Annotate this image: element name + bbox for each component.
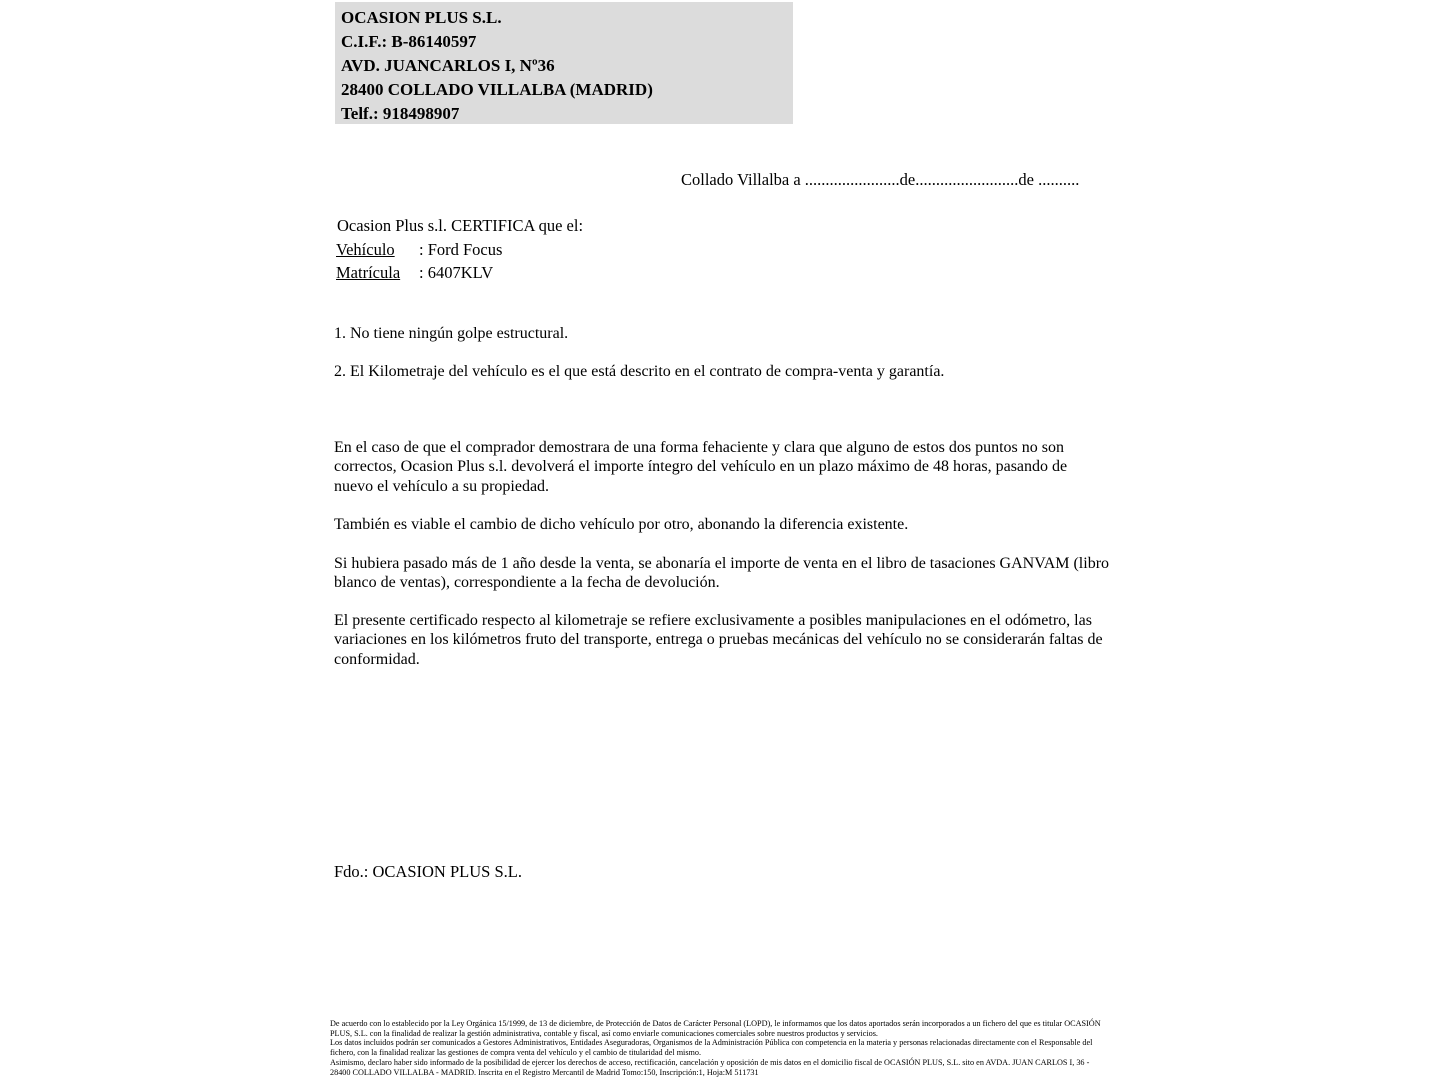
signature-line: Fdo.: OCASION PLUS S.L.	[334, 862, 522, 881]
company-phone: Telf.: 918498907	[341, 104, 460, 123]
legal-paragraph-data-sharing: Los datos incluidos podrán ser comunicados a Gestores Administrativos, Entidades Aseguradoras, Organismos de la Administración Pública con competencia en la materia y personas relacionadas directamente con el Responsable del fichero, con la finalidad realizar las gestiones de compra venta del vehículo y el cambio de titularidad del mismo.	[330, 1038, 1093, 1058]
paragraph-odometer-disclaimer: El presente certificado respecto al kilometraje se refiere exclusivamente a posibles manipulaciones en el odómetro, las variaciones en los kilómetros fruto del transporte, entrega o pruebas mecánicas del vehículo no se considerarán faltas de conformidad.	[334, 612, 1103, 668]
paragraph-refund-terms: En el caso de que el comprador demostrara de una forma fehaciente y clara que alguno de estos dos puntos no son correctos, Ocasion Plus s.l. devolverá el importe íntegro del vehículo en un plazo máximo de 48 horas, pasando de nuevo el vehículo a su propiedad.	[334, 439, 1068, 495]
vehicle-label: Vehículo	[336, 240, 395, 259]
plate-value: : 6407KLV	[419, 263, 494, 282]
company-address: AVD. JUANCARLOS I, Nº36	[341, 56, 555, 75]
certified-point-1: 1. No tiene ningún golpe estructural.	[334, 325, 569, 342]
legal-paragraph-rights: Asimismo, declaro haber sido informado de la posibilidad de ejercer los derechos de acceso, rectificación, cancelación y oposición de mis datos en el domicilio fiscal de OCASIÓN PLUS, S.L. sito en AVDA. JUAN CARLOS I, 36 - 28400 COLLADO VILLALBA - MADRID. Inscrita en el Registro Mercantil de Madrid Tomo:150, Inscripción:1, Hoja:M 511731	[330, 1057, 1090, 1077]
paragraph-ganvam-valuation: Si hubiera pasado más de 1 año desde la venta, se abonaría el importe de venta en el libro de tasaciones GANVAM (libro blanco de ventas), correspondiente a la fecha de devolución.	[334, 555, 1110, 592]
vehicle-row	[336, 240, 502, 260]
plate-row	[336, 263, 493, 283]
vehicle-value: : Ford Focus	[419, 240, 503, 259]
plate-label: Matrícula	[336, 263, 401, 282]
paragraph-exchange-option: También es viable el cambio de dicho vehículo por otro, abonando la diferencia existente.	[334, 516, 909, 533]
legal-fine-print	[330, 1019, 1102, 1077]
certify-intro: Ocasion Plus s.l. CERTIFICA que el:	[337, 216, 584, 235]
company-name: OCASION PLUS S.L.	[341, 8, 502, 27]
certified-point-2: 2. El Kilometraje del vehículo es el que está descrito en el contrato de compra-venta y garantía.	[334, 363, 945, 380]
company-cif: C.I.F.: B-86140597	[341, 32, 477, 51]
company-header-box	[335, 2, 793, 124]
legal-paragraph-lopd: De acuerdo con lo establecido por la Ley Orgánica 15/1999, de 13 de diciembre, de Protección de Datos de Carácter Personal (LOPD), le informamos que los datos aportados serán incorporados a un fichero del que es titular OCASIÓN PLUS, S.L. con la finalidad de realizar la gestión administrativa, contable y fiscal, así como enviarle comunicaciones comerciales sobre nuestros productos y servicios.	[330, 1019, 1101, 1038]
date-fill-in-line: Collado Villalba a .......................de.........................de ..........	[681, 170, 1080, 189]
company-city: 28400 COLLADO VILLALBA (MADRID)	[341, 80, 653, 99]
